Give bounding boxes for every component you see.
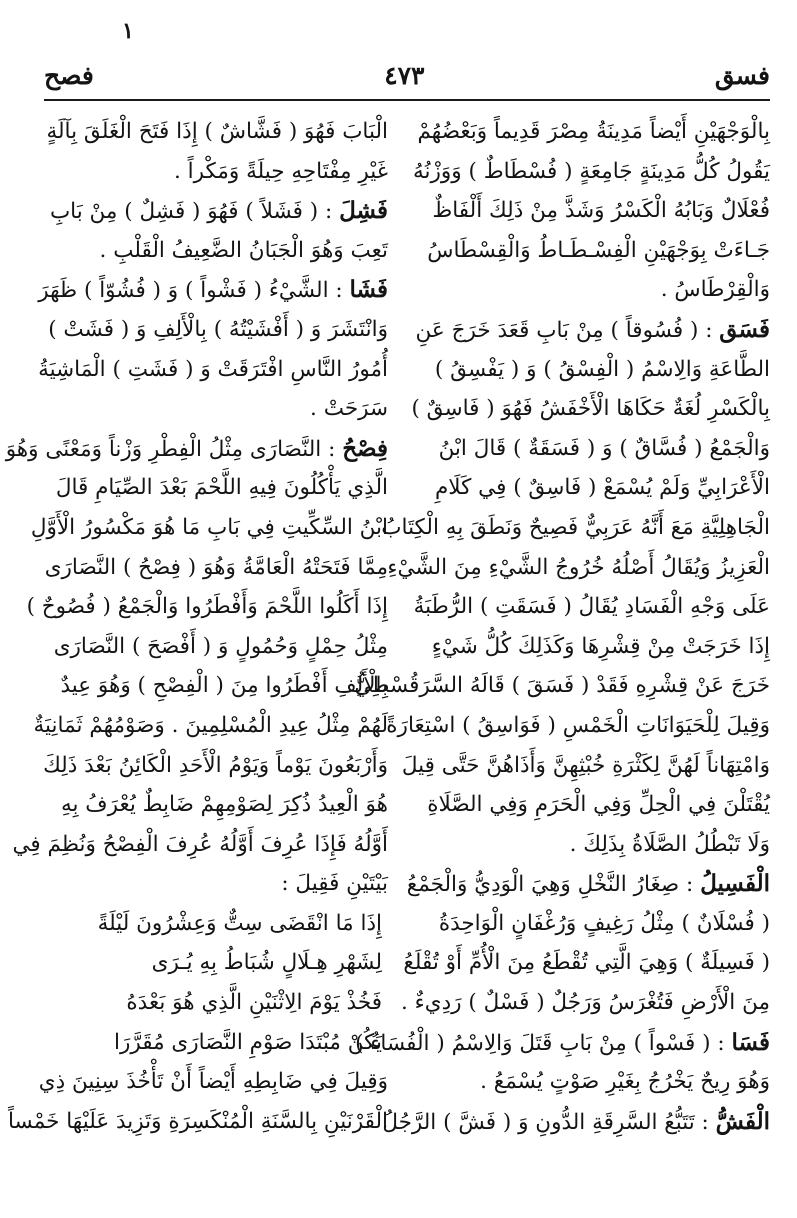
header-rule bbox=[44, 99, 770, 101]
text-line: ابْنُ السِّكِّيتِ فِي بَابِ مَا هُوَ مَكْسُورُ الْأَوَّلِ bbox=[30, 514, 388, 540]
text-line: الْقَرْنَيْنِ بِالسَّنَةِ الْمُنْكَسِرَةِ وَتَزِيدَ عَلَيْهَا خَمْساً bbox=[7, 1108, 388, 1134]
running-head-left-word: فصح bbox=[44, 60, 94, 90]
text-line: تَعِبَ وَهُوَ الْجَبَانُ الضَّعِيفُ الْقَلْبِ . bbox=[99, 237, 388, 263]
text-line: إِذَا خَرَجَتْ مِنْ قِشْرِهَا وَكَذَلِكَ كُلُّ شَيْءٍ bbox=[431, 633, 770, 659]
text-line: غَيْرِ مِفْتَاحِهِ حِيلَةً وَمَكْراً . bbox=[173, 158, 388, 184]
text-line: مِثْلُ حِمْلٍ وَحُمُولٍ وَ ( أَفْصَحَ ) النَّصَارَى bbox=[53, 633, 388, 659]
entry-line bbox=[410, 310, 770, 350]
entry-headword: فَشِلَ bbox=[339, 197, 388, 225]
text-line: إِذَا أَكَلُوا اللَّحْمَ وَأَفْطَرُوا وَالْجَمْعُ ( فُصُوحٌ ) bbox=[26, 594, 388, 620]
entry-line bbox=[28, 191, 388, 231]
text-line: أَوَّلُهُ فَإِذَا عُرِفَ أَوَّلُهُ عُرِفَ الْفِصْحُ وَنُظِمَ فِي bbox=[12, 831, 388, 857]
text-line: يَقُولُ كُلُّ مَدِينَةٍ جَامِعَةٍ ( فُسْطَاطٌ ) وَوَزْنُهُ bbox=[413, 158, 770, 184]
verse-line: لِشَهْرِ هِـلَالٍ شُبَاطُ بِهِ يُـرَى bbox=[151, 950, 382, 976]
text-line: وَأَرْبَعُونَ يَوْماً وَيَوْمُ الْأَحَدِ الْكَائِنُ بَعْدَ ذَلِكَ bbox=[43, 752, 388, 778]
text-line: وَامْتِهَاناً لَهُنَّ لِكَثْرَةِ خُبْثِهِنَّ وَأَذَاهُنَّ حَتَّى قِيلَ bbox=[401, 752, 770, 778]
text-line: فُعْلَالٌ وَبَابُهُ الْكَسْرُ وَشَذَّ مِنْ ذَلِكَ أَلْفَاظٌ bbox=[432, 198, 770, 224]
text-line: مِمَّا فَتَحَتْهُ الْعَامَّةُ وَهُوَ ( فِصْحُ ) النَّصَارَى bbox=[44, 554, 388, 580]
entry-headword: فَسَا bbox=[731, 1028, 770, 1056]
text-line: خَرَجَ عَنْ قِشْرِهِ فَقَدْ ( فَسَقَ ) قَالَهُ السَّرَقُسْطِيُّ bbox=[354, 673, 770, 699]
text-line: مِنَ الْأَرْضِ فَتُغْرَسُ وَرَجُلٌ ( فَسْلٌ ) رَدِيءٌ . bbox=[401, 990, 770, 1016]
text-line: لَهُمْ مِثْلُ عِيدِ الْمُسْلِمِينَ . وَصَوْمُهُمْ ثَمَانِيَةٌ bbox=[33, 712, 388, 738]
entry-line bbox=[355, 1023, 770, 1063]
entry-text: : صِغَارُ النَّخْلِ وَهِيَ الْوَدِيُّ وَالْجَمْعُ bbox=[406, 872, 701, 898]
entry-headword: الْفَسِيلُ bbox=[700, 870, 770, 898]
text-line: الطَّاعَةِ وَالِاسْمُ ( الْفِسْقُ ) وَ ( يَفْسِقُ ) bbox=[434, 356, 770, 382]
text-line: بِالْأَلِفِ أَفْطَرُوا مِنَ ( الْفِصْحِ ) وَهُوَ عِيدٌ bbox=[60, 673, 388, 699]
text-line: الْبَابَ فَهُوَ ( فَشَّاشٌ ) إِذَا فَتَحَ الْغَلَقَ بِآلَةٍ bbox=[46, 119, 388, 144]
entry-headword: فَشَا bbox=[349, 276, 388, 304]
text-line: وَقِيلَ لِلْحَيَوَانَاتِ الْخَمْسِ ( فَوَاسِقُ ) اسْتِعَارَةً bbox=[386, 712, 770, 738]
entry-line bbox=[28, 270, 388, 310]
text-line: وَلَا تَبْطُلُ الصَّلَاةُ بِذَلِكَ . bbox=[569, 831, 770, 857]
text-line: أُمُورُ النَّاسِ افْتَرَقَتْ وَ ( فَشَتِ ) الْمَاشِيَةُ bbox=[38, 356, 388, 382]
entry-text: : النَّصَارَى مِثْلُ الْفِطْرِ وَزْناً وَمَعْنًى وَهُوَ bbox=[5, 436, 343, 462]
text-line: بِالْوَجْهَيْنِ أَيْضاً مَدِينَةُ مِصْرَ قَدِيماً وَبَعْضُهُمْ bbox=[417, 119, 770, 144]
text-line: الَّذِي يَأْكُلُونَ فِيهِ اللَّحْمَ بَعْدَ الصِّيَامِ قَالَ bbox=[55, 475, 388, 501]
running-head-right-word: فسق bbox=[714, 60, 770, 90]
entry-text: : تَتَبُّعُ السَّرِقَةِ الدُّونِ وَ ( فَشَّ ) الرَّجُلُ bbox=[382, 1109, 716, 1135]
text-line: جَـاءَتْ بِوَجْهَيْنِ الْفِسْـطَـاطُ وَالْقِسْطَاسُ bbox=[427, 237, 770, 263]
text-line: ( فُسْلَانٌ ) مِثْلُ رَغِيفٍ وَرُغْفَانٍ الْوَاحِدَةُ bbox=[438, 910, 770, 936]
verse-line: فَخُذْ يَوْمَ الِاثْنَيْنِ الَّذِي هُوَ بَعْدَهُ bbox=[126, 990, 382, 1016]
entry-headword: فَسَق bbox=[719, 315, 770, 343]
verse-line: يَكُنْ مُبْتَدَا صَوْمِ النَّصَارَى مُقَرَّرَا bbox=[113, 1029, 382, 1055]
text-line: وَقِيلَ فِي ضَابِطِهِ أَيْضاً أَنْ تَأْخُذَ سِنِينَ ذِي bbox=[38, 1069, 388, 1095]
text-line: وَالْقِرْطَاسُ . bbox=[660, 277, 770, 303]
entry-headword: فِصْحُ bbox=[342, 434, 388, 462]
entry-line bbox=[382, 1102, 770, 1142]
text-line: الْأَعْرَابِيِّ وَلَمْ يُسْمَعْ ( فَاسِقٌ ) فِي كَلَامِ bbox=[434, 475, 770, 501]
corner-mark: ١ bbox=[122, 18, 134, 44]
text-line: ( فَسِيلَةٌ ) وَهِيَ الَّتِي تُقْطَعُ مِنَ الْأُمِّ أَوْ تُقْلَعُ bbox=[403, 950, 770, 976]
left-column bbox=[5, 112, 388, 1141]
text-line: هُوَ الْعِيدُ ذُكِرَ لِصَوْمِهِمْ ضَابِطٌ يُعْرَفُ بِهِ bbox=[60, 792, 388, 818]
running-head bbox=[44, 52, 770, 98]
entry-text: : الشَّيْءُ ( فَشْواً ) وَ ( فُشُوّاً ) ظَهَرَ bbox=[38, 278, 350, 304]
text-line: وَهُوَ رِيحٌ يَخْرُجُ بِغَيْرِ صَوْتٍ يُسْمَعُ . bbox=[480, 1069, 770, 1095]
text-line: وَانْتَشَرَ وَ ( أَفْشَيْتُهُ ) بِالْأَلِفِ وَ ( فَشَتْ ) bbox=[48, 316, 388, 342]
entry-headword: الْفَشُّ bbox=[715, 1107, 770, 1135]
text-line: يُقْتَلْنَ فِي الْحِلِّ وَفِي الْحَرَمِ وَفِي الصَّلَاةِ bbox=[427, 792, 770, 818]
text-line: الْعَزِيزُ وَيُقَالُ أَصْلُهُ خُرُوجُ الشَّيْءِ مِنَ الشَّيْءِ bbox=[387, 554, 770, 580]
entry-line bbox=[5, 429, 388, 469]
entry-line bbox=[406, 864, 770, 904]
entry-text: : ( فَسْواً ) مِنْ بَابِ قَتَلَ وَالِاسْمُ ( الْفُسَاءُ ) bbox=[355, 1030, 732, 1056]
entry-text: : ( فَشَلاً ) فَهُوَ ( فَشِلٌ ) مِنْ بَابِ bbox=[49, 199, 340, 225]
text-line: سَرَحَتْ . bbox=[310, 396, 388, 422]
text-line: بِالْكَسْرِ لُغَةٌ حَكَاهَا الْأَخْفَشُ فَهُوَ ( فَاسِقٌ ) bbox=[411, 396, 770, 422]
verse-line: إِذَا مَا انْقَضَى سِتٌّ وَعِشْرُونَ لَيْلَةً bbox=[97, 910, 382, 936]
page-number: ٤٧٣ bbox=[384, 60, 425, 90]
entry-text: : ( فُسُوقاً ) مِنْ بَابِ قَعَدَ خَرَجَ عَنِ bbox=[415, 317, 720, 343]
text-line: بَيْتَيْنِ فَقِيلَ : bbox=[281, 871, 388, 897]
text-line: عَلَى وَجْهِ الْفَسَادِ يُقَالُ ( فَسَقَتِ ) الرُّطَبَةُ bbox=[413, 594, 770, 620]
text-line: وَالْجَمْعُ ( فُسَّاقٌ ) وَ ( فَسَقَةٌ ) قَالَ ابْنُ bbox=[438, 435, 770, 461]
text-line: الْجَاهِلِيَّةِ مَعَ أَنَّهُ عَرَبِيٌّ فَصِيحٌ وَنَطَقَ بِهِ الْكِتَابُ bbox=[381, 514, 770, 540]
